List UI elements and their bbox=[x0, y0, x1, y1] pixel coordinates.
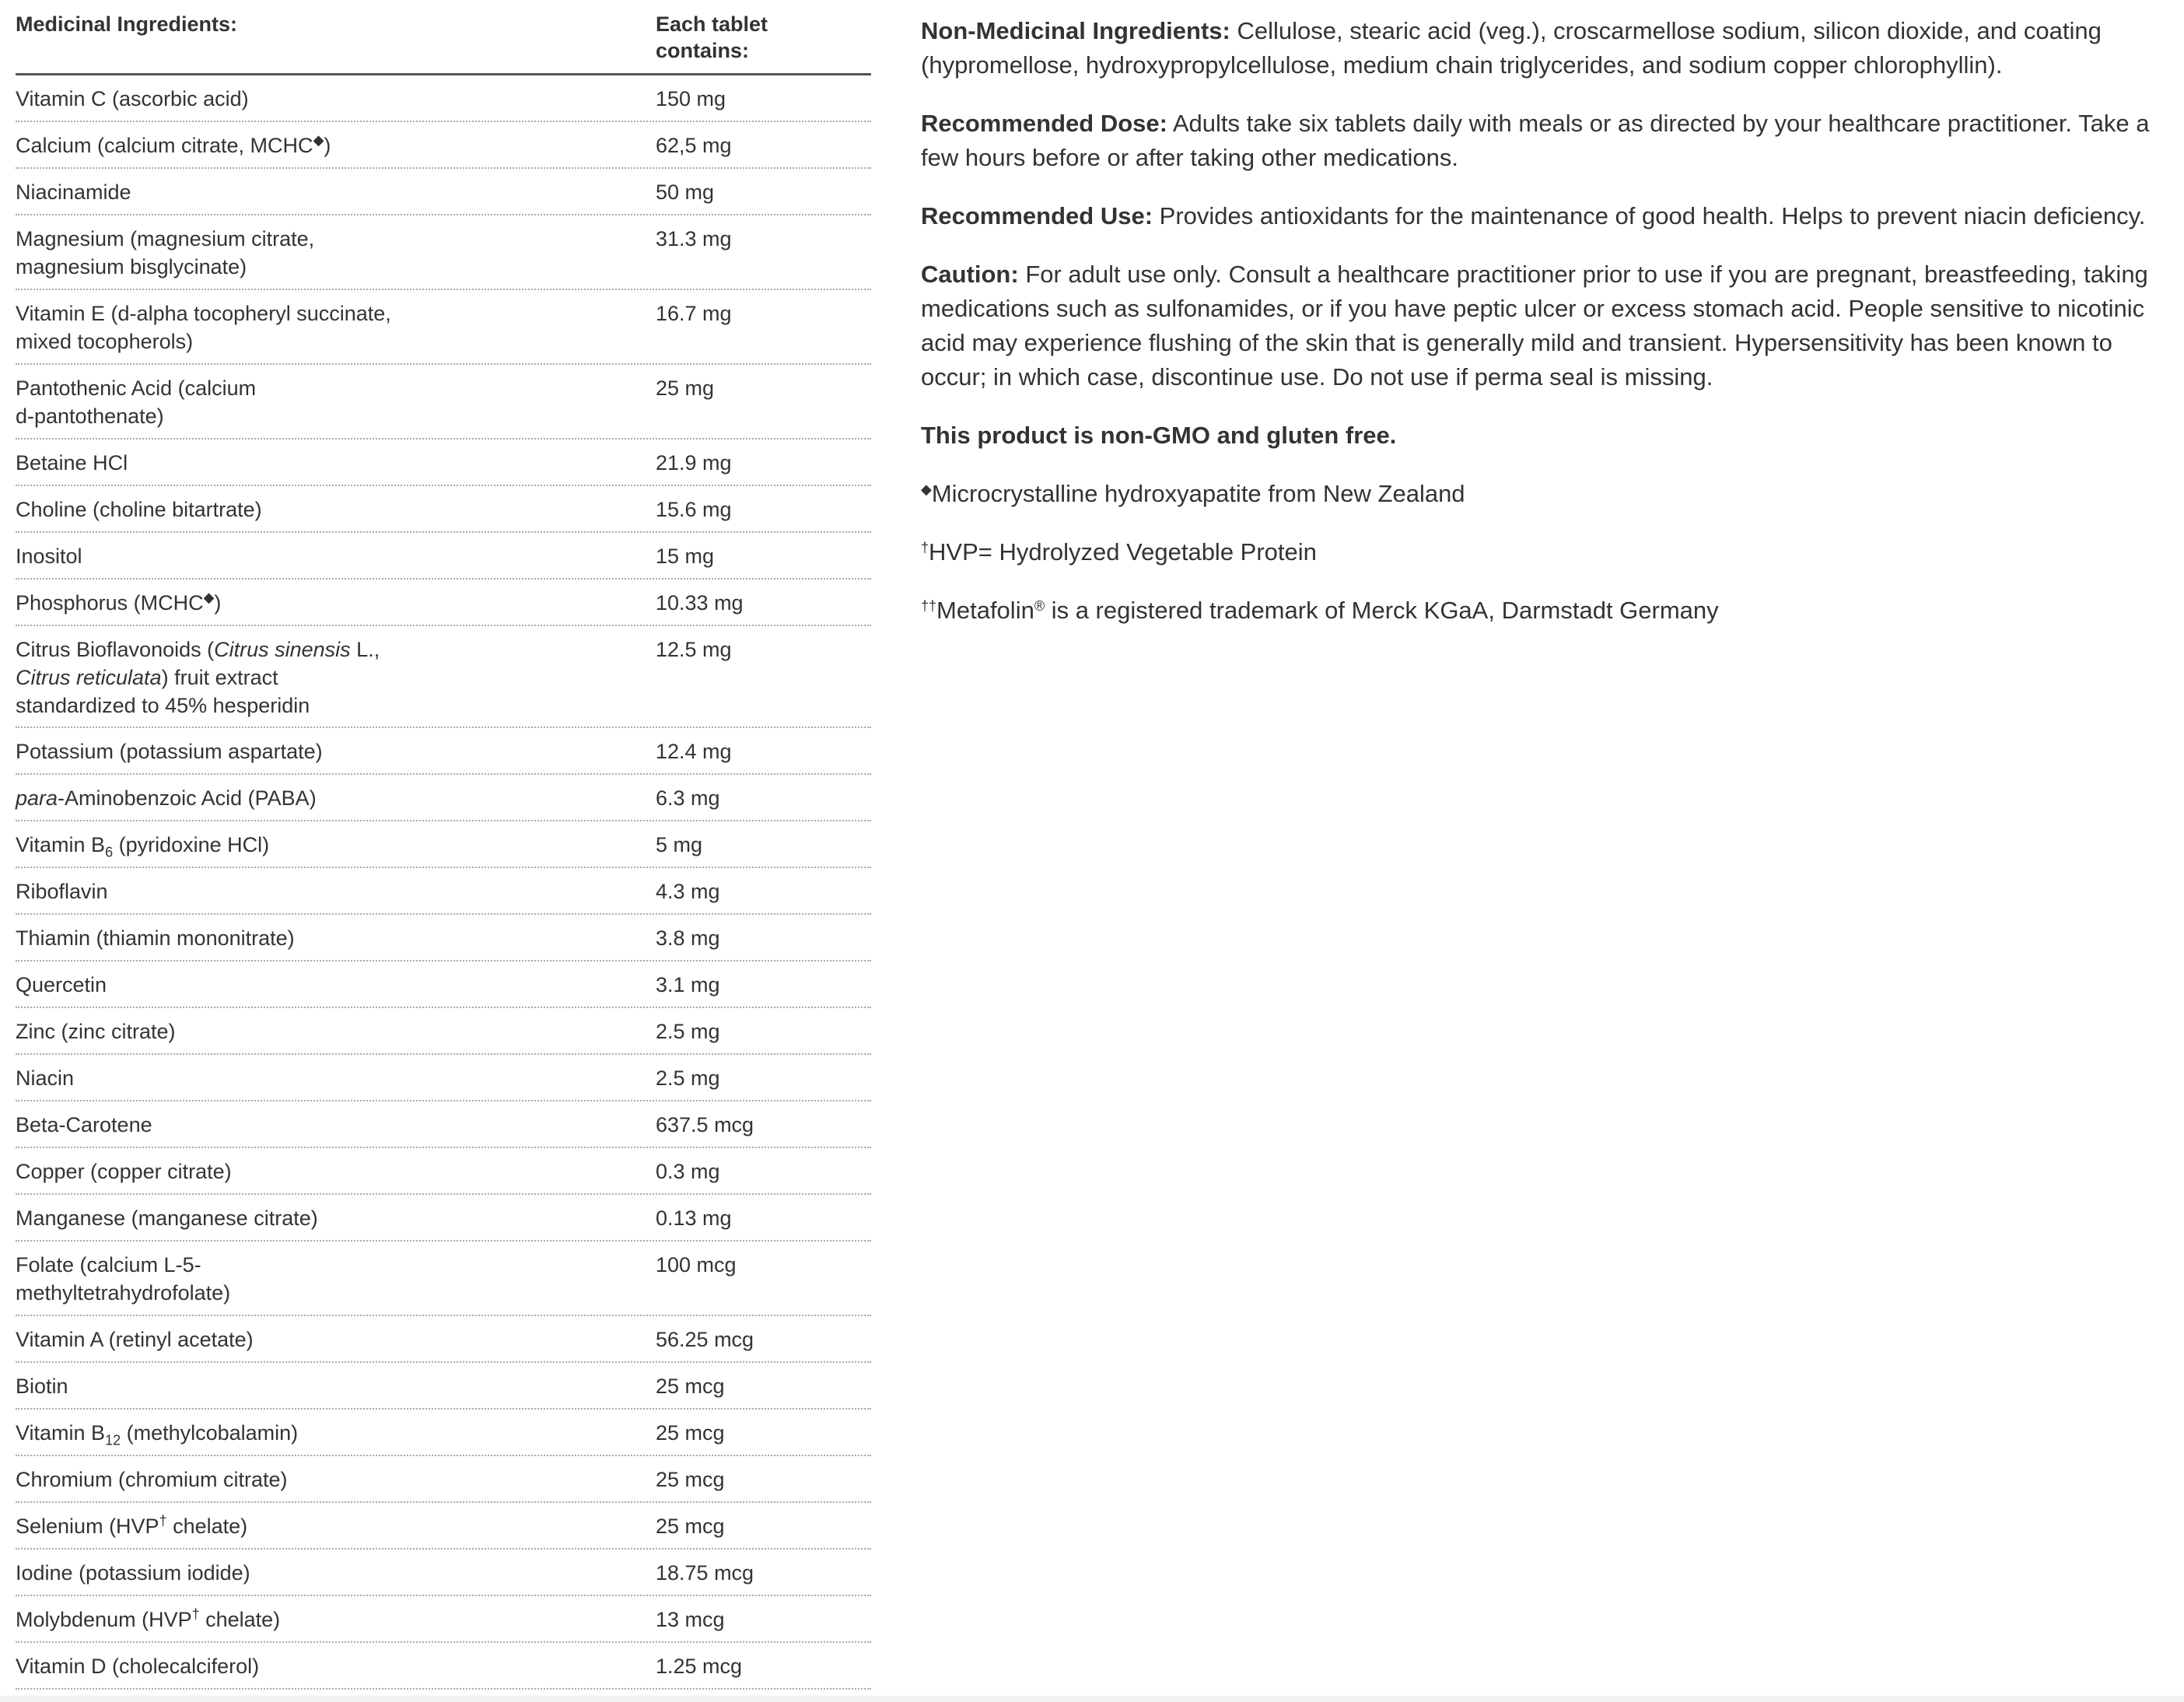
ingredient-amount: 100 mcg bbox=[656, 1253, 737, 1276]
ingredient-amount: 62,5 mg bbox=[656, 134, 732, 157]
table-row bbox=[16, 440, 871, 486]
table-row bbox=[16, 775, 871, 821]
ingredient-amount: 21.9 mg bbox=[656, 451, 732, 475]
medicinal-ingredients-table bbox=[16, 11, 871, 1690]
table-row bbox=[16, 1195, 871, 1241]
ingredient-amount: 25 mcg bbox=[656, 1421, 725, 1445]
table-row bbox=[16, 215, 871, 290]
ingredient-amount: 2.5 mg bbox=[656, 1066, 720, 1090]
header-amount: Each tablet contains: bbox=[656, 12, 768, 62]
ingredient-name: Citrus Bioflavonoids (Citrus sinensis L., Citrus reticulata) fruit extract standardized to 45% hesperidin bbox=[16, 638, 380, 717]
table-row bbox=[16, 1456, 871, 1503]
table-row bbox=[16, 1008, 871, 1055]
ingredient-name: Choline (choline bitartrate) bbox=[16, 498, 262, 521]
table-row bbox=[16, 486, 871, 533]
table-row bbox=[16, 1148, 871, 1195]
ingredient-amount: 2.5 mg bbox=[656, 1020, 720, 1043]
ingredient-amount: 3.8 mg bbox=[656, 926, 720, 950]
gmo-statement: This product is non-GMO and gluten free. bbox=[921, 422, 1397, 449]
table-row bbox=[16, 868, 871, 915]
ingredient-name: Phosphorus (MCHC◆) bbox=[16, 590, 222, 615]
ingredient-amount: 13 mcg bbox=[656, 1608, 725, 1631]
table-row bbox=[16, 580, 871, 626]
ingredient-name: Calcium (calcium citrate, MCHC◆) bbox=[16, 132, 331, 157]
ingredient-amount: 5 mg bbox=[656, 833, 703, 856]
ingredient-name: Potassium (potassium aspartate) bbox=[16, 740, 323, 763]
ingredient-amount: 50 mg bbox=[656, 180, 715, 204]
ingredient-name: Copper (copper citrate) bbox=[16, 1160, 232, 1183]
ingredient-name: Vitamin D (cholecalciferol) bbox=[16, 1655, 260, 1678]
ingredient-amount: 0.13 mg bbox=[656, 1206, 732, 1230]
table-row bbox=[16, 1596, 871, 1643]
ingredient-name: Zinc (zinc citrate) bbox=[16, 1020, 176, 1043]
bottom-edge bbox=[0, 1696, 2184, 1702]
ingredient-amount: 15 mg bbox=[656, 545, 715, 568]
ingredient-name: Vitamin $B_{12}$ (methylcobalamin) bbox=[16, 1421, 299, 1448]
table-row bbox=[16, 1316, 871, 1363]
ingredient-name: Inositol bbox=[16, 545, 82, 568]
ingredient-name: Vitamin A (retinyl acetate) bbox=[16, 1328, 254, 1351]
ingredient-amount: 10.33 mg bbox=[656, 591, 744, 615]
table-row bbox=[16, 728, 871, 775]
table-row bbox=[16, 1503, 871, 1550]
ingredient-amount: 15.6 mg bbox=[656, 498, 732, 521]
ingredient-amount: 3.1 mg bbox=[656, 973, 720, 996]
ingredient-amount: 6.3 mg bbox=[656, 786, 720, 810]
ingredient-amount: 31.3 mg bbox=[656, 227, 732, 250]
table-row bbox=[16, 1055, 871, 1101]
ingredient-amount: 12.5 mg bbox=[656, 638, 732, 661]
caution: Caution: For adult use only. Consult a healthcare practitioner prior to use if you are pregnant, breastfeeding, taking medications such as sulfonamides, or if you have peptic ulcer or excess stomach acid. People sensitive to nicotinic acid may experience flushing of the skin that is generally mild and transient. Hypersensitivity has been known to occur; in which case, discontinue use. Do not use if perma seal is missing. bbox=[921, 261, 2148, 390]
table-row bbox=[16, 821, 871, 868]
table-row bbox=[16, 1363, 871, 1410]
ingredient-name: Vitamin E (d-alpha tocopheryl succinate, mixed tocopherols) bbox=[16, 302, 391, 353]
ingredient-amount: 637.5 mcg bbox=[656, 1113, 754, 1136]
table-row bbox=[16, 961, 871, 1008]
ingredient-name: Folate (calcium L-5- methyltetrahydrofolate) bbox=[16, 1253, 231, 1305]
ingredient-name: para-Aminobenzoic Acid (PABA) bbox=[16, 786, 317, 810]
ingredient-name: Beta-Carotene bbox=[16, 1113, 152, 1136]
ingredient-amount: 150 mg bbox=[656, 87, 726, 110]
header-ingredient: Medicinal Ingredients: bbox=[16, 12, 238, 36]
ingredient-name: Niacinamide bbox=[16, 180, 131, 204]
table-row bbox=[16, 915, 871, 961]
ingredient-name: Betaine HCl bbox=[16, 451, 128, 475]
ingredient-name: Molybdenum (HVP† chelate) bbox=[16, 1606, 281, 1631]
recommended-use: Recommended Use: Provides antioxidants for the maintenance of good health. Helps to prevent niacin deficiency. bbox=[921, 202, 2146, 229]
ingredient-amount: 25 mcg bbox=[656, 1468, 725, 1491]
ingredient-name: Quercetin bbox=[16, 973, 107, 996]
ingredient-name: Vitamin C (ascorbic acid) bbox=[16, 87, 249, 110]
ingredient-name: Chromium (chromium citrate) bbox=[16, 1468, 288, 1491]
table-row bbox=[16, 122, 871, 169]
ingredient-amount: 25 mg bbox=[656, 376, 715, 400]
ingredient-name: Niacin bbox=[16, 1066, 75, 1090]
ingredient-name: Riboflavin bbox=[16, 880, 108, 903]
ingredient-name: Pantothenic Acid (calcium d-pantothenate) bbox=[16, 376, 257, 428]
footnote-metafolin: ††Metafolin® is a registered trademark of Merck KGaA, Darmstadt Germany bbox=[921, 597, 1719, 624]
table-row bbox=[16, 533, 871, 580]
table-row bbox=[16, 1410, 871, 1456]
table-row bbox=[16, 290, 871, 365]
table-row bbox=[16, 365, 871, 440]
table-row bbox=[16, 169, 871, 215]
ingredient-amount: 12.4 mg bbox=[656, 740, 732, 763]
table-row bbox=[16, 1241, 871, 1316]
ingredient-name: Vitamin $B_6$ (pyridoxine HCl) bbox=[16, 833, 270, 860]
footnote-hvp: †HVP= Hydrolyzed Vegetable Protein bbox=[921, 538, 1317, 566]
ingredient-amount: 25 mcg bbox=[656, 1515, 725, 1538]
table-row bbox=[16, 1101, 871, 1148]
table-row bbox=[16, 1643, 871, 1690]
ingredient-name: Magnesium (magnesium citrate, magnesium bisglycinate) bbox=[16, 227, 315, 278]
table-row bbox=[16, 1550, 871, 1596]
ingredient-amount: 0.3 mg bbox=[656, 1160, 720, 1183]
footnote-mchc: ◆Microcrystalline hydroxyapatite from New Zealand bbox=[921, 480, 1465, 507]
ingredient-amount: 18.75 mcg bbox=[656, 1561, 754, 1585]
ingredient-amount: 1.25 mcg bbox=[656, 1655, 743, 1678]
ingredient-name: Biotin bbox=[16, 1375, 68, 1398]
table-header bbox=[16, 11, 871, 75]
ingredient-name: Selenium (HVP† chelate) bbox=[16, 1513, 248, 1538]
ingredient-amount: 25 mcg bbox=[656, 1375, 725, 1398]
table-row bbox=[16, 75, 871, 122]
ingredient-name: Manganese (manganese citrate) bbox=[16, 1206, 318, 1230]
recommended-dose: Recommended Dose: Adults take six tablets daily with meals or as directed by your healthcare practitioner. Take a few hours before or after taking other medications. bbox=[921, 110, 2150, 171]
ingredient-name: Thiamin (thiamin mononitrate) bbox=[16, 926, 295, 950]
table-row bbox=[16, 626, 871, 728]
product-info bbox=[921, 14, 2173, 652]
non-medicinal-ingredients: Non-Medicinal Ingredients: Cellulose, stearic acid (veg.), croscarmellose sodium, silicon dioxide, and coating (hypromellose, hydroxypropylcellulose, medium chain triglycerides, and sodium copper chlorophyllin). bbox=[921, 17, 2102, 79]
ingredient-amount: 4.3 mg bbox=[656, 880, 720, 903]
ingredient-name: Iodine (potassium iodide) bbox=[16, 1561, 250, 1585]
ingredient-amount: 56.25 mcg bbox=[656, 1328, 754, 1351]
ingredient-amount: 16.7 mg bbox=[656, 302, 732, 325]
